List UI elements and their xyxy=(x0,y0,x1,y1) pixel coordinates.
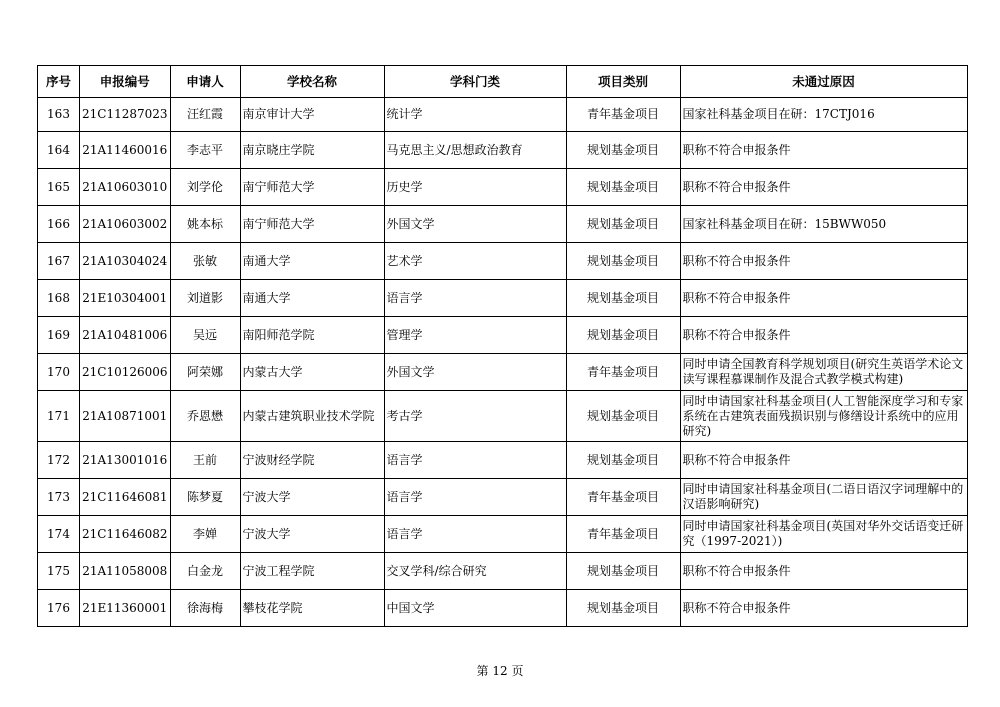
cell-school: 南通大学 xyxy=(240,243,384,280)
cell-applicant: 汪红霞 xyxy=(170,98,240,132)
table-row xyxy=(38,354,968,391)
cell-seq: 163 xyxy=(38,98,80,132)
cell-school: 南通大学 xyxy=(240,280,384,317)
table-row xyxy=(38,391,968,442)
table-row xyxy=(38,243,968,280)
cell-seq: 175 xyxy=(38,553,80,590)
cell-school: 宁波工程学院 xyxy=(240,553,384,590)
cell-discipline: 外国文学 xyxy=(384,206,566,243)
cell-school: 宁波大学 xyxy=(240,479,384,516)
table-row xyxy=(38,98,968,132)
cell-discipline: 交叉学科/综合研究 xyxy=(384,553,566,590)
cell-school: 宁波大学 xyxy=(240,516,384,553)
cell-seq: 173 xyxy=(38,479,80,516)
page-number: 第 12 页 xyxy=(476,664,524,678)
cell-seq: 170 xyxy=(38,354,80,391)
cell-school: 宁波财经学院 xyxy=(240,442,384,479)
cell-applicant: 刘道影 xyxy=(170,280,240,317)
cell-reason: 职称不符合申报条件 xyxy=(680,243,967,280)
cell-code: 21C11287023 xyxy=(80,98,171,132)
header-applicant: 申请人 xyxy=(170,66,240,98)
cell-discipline: 管理学 xyxy=(384,317,566,354)
cell-category: 规划基金项目 xyxy=(566,169,680,206)
cell-seq: 169 xyxy=(38,317,80,354)
table-row xyxy=(38,206,968,243)
cell-code: 21E11360001 xyxy=(80,590,171,627)
cell-code: 21A10481006 xyxy=(80,317,171,354)
cell-category: 规划基金项目 xyxy=(566,317,680,354)
table-row xyxy=(38,479,968,516)
cell-code: 21A10603002 xyxy=(80,206,171,243)
cell-code: 21E10304001 xyxy=(80,280,171,317)
cell-school: 南京晓庄学院 xyxy=(240,132,384,169)
cell-applicant: 白金龙 xyxy=(170,553,240,590)
header-category: 项目类别 xyxy=(566,66,680,98)
cell-seq: 164 xyxy=(38,132,80,169)
cell-reason: 同时申请国家社科基金项目(英国对华外交话语变迁研究（1997-2021）) xyxy=(680,516,967,553)
table-row xyxy=(38,553,968,590)
cell-discipline: 中国文学 xyxy=(384,590,566,627)
header-school: 学校名称 xyxy=(240,66,384,98)
cell-code: 21A11460016 xyxy=(80,132,171,169)
cell-school: 南阳师范学院 xyxy=(240,317,384,354)
cell-code: 21C11646081 xyxy=(80,479,171,516)
cell-discipline: 历史学 xyxy=(384,169,566,206)
cell-code: 21A10603010 xyxy=(80,169,171,206)
cell-category: 青年基金项目 xyxy=(566,479,680,516)
cell-applicant: 阿荣娜 xyxy=(170,354,240,391)
cell-code: 21C10126006 xyxy=(80,354,171,391)
cell-code: 21A13001016 xyxy=(80,442,171,479)
cell-discipline: 统计学 xyxy=(384,98,566,132)
cell-code: 21A10871001 xyxy=(80,391,171,442)
cell-category: 规划基金项目 xyxy=(566,391,680,442)
cell-applicant: 李婵 xyxy=(170,516,240,553)
cell-code: 21A11058008 xyxy=(80,553,171,590)
header-code: 申报编号 xyxy=(80,66,171,98)
cell-discipline: 艺术学 xyxy=(384,243,566,280)
cell-seq: 166 xyxy=(38,206,80,243)
header-row xyxy=(38,66,968,98)
cell-seq: 168 xyxy=(38,280,80,317)
cell-discipline: 考古学 xyxy=(384,391,566,442)
cell-reason: 同时申请国家社科基金项目(人工智能深度学习和专家系统在古建筑表面残损识别与修缮设计系统中的应用研究) xyxy=(680,391,967,442)
table-row xyxy=(38,132,968,169)
cell-discipline: 马克思主义/思想政治教育 xyxy=(384,132,566,169)
cell-discipline: 语言学 xyxy=(384,516,566,553)
header-reason: 未通过原因 xyxy=(680,66,967,98)
cell-school: 南京审计大学 xyxy=(240,98,384,132)
header-seq: 序号 xyxy=(38,66,80,98)
cell-reason: 职称不符合申报条件 xyxy=(680,442,967,479)
cell-applicant: 陈梦夏 xyxy=(170,479,240,516)
table-row xyxy=(38,590,968,627)
cell-category: 规划基金项目 xyxy=(566,553,680,590)
cell-category: 规划基金项目 xyxy=(566,243,680,280)
cell-school: 攀枝花学院 xyxy=(240,590,384,627)
header-discipline: 学科门类 xyxy=(384,66,566,98)
cell-applicant: 徐海梅 xyxy=(170,590,240,627)
cell-category: 青年基金项目 xyxy=(566,516,680,553)
cell-applicant: 张敏 xyxy=(170,243,240,280)
cell-category: 规划基金项目 xyxy=(566,132,680,169)
table-row xyxy=(38,317,968,354)
cell-reason: 职称不符合申报条件 xyxy=(680,132,967,169)
cell-seq: 171 xyxy=(38,391,80,442)
cell-seq: 174 xyxy=(38,516,80,553)
cell-school: 内蒙古建筑职业技术学院 xyxy=(240,391,384,442)
cell-discipline: 外国文学 xyxy=(384,354,566,391)
cell-reason: 职称不符合申报条件 xyxy=(680,317,967,354)
cell-seq: 167 xyxy=(38,243,80,280)
cell-category: 规划基金项目 xyxy=(566,206,680,243)
cell-reason: 国家社科基金项目在研：17CTJ016 xyxy=(680,98,967,132)
cell-reason: 职称不符合申报条件 xyxy=(680,169,967,206)
cell-category: 规划基金项目 xyxy=(566,442,680,479)
cell-category: 规划基金项目 xyxy=(566,590,680,627)
cell-code: 21A10304024 xyxy=(80,243,171,280)
cell-seq: 165 xyxy=(38,169,80,206)
cell-applicant: 姚本标 xyxy=(170,206,240,243)
cell-reason: 同时申请全国教育科学规划项目(研究生英语学术论文读写课程慕课制作及混合式教学模式构建) xyxy=(680,354,967,391)
cell-category: 青年基金项目 xyxy=(566,98,680,132)
table-row xyxy=(38,169,968,206)
cell-category: 规划基金项目 xyxy=(566,280,680,317)
table-row xyxy=(38,280,968,317)
rejection-table xyxy=(37,65,968,627)
cell-reason: 职称不符合申报条件 xyxy=(680,590,967,627)
cell-reason: 国家社科基金项目在研：15BWW050 xyxy=(680,206,967,243)
cell-reason: 职称不符合申报条件 xyxy=(680,280,967,317)
cell-applicant: 王前 xyxy=(170,442,240,479)
cell-reason: 同时申请国家社科基金项目(二语日语汉字词理解中的汉语影响研究) xyxy=(680,479,967,516)
table-row xyxy=(38,442,968,479)
cell-discipline: 语言学 xyxy=(384,442,566,479)
table-row xyxy=(38,516,968,553)
cell-discipline: 语言学 xyxy=(384,479,566,516)
cell-applicant: 吴远 xyxy=(170,317,240,354)
cell-school: 南宁师范大学 xyxy=(240,169,384,206)
cell-category: 青年基金项目 xyxy=(566,354,680,391)
cell-applicant: 乔恩懋 xyxy=(170,391,240,442)
cell-applicant: 李志平 xyxy=(170,132,240,169)
cell-reason: 职称不符合申报条件 xyxy=(680,553,967,590)
cell-discipline: 语言学 xyxy=(384,280,566,317)
cell-school: 内蒙古大学 xyxy=(240,354,384,391)
cell-code: 21C11646082 xyxy=(80,516,171,553)
cell-applicant: 刘学伦 xyxy=(170,169,240,206)
cell-seq: 172 xyxy=(38,442,80,479)
cell-school: 南宁师范大学 xyxy=(240,206,384,243)
cell-seq: 176 xyxy=(38,590,80,627)
